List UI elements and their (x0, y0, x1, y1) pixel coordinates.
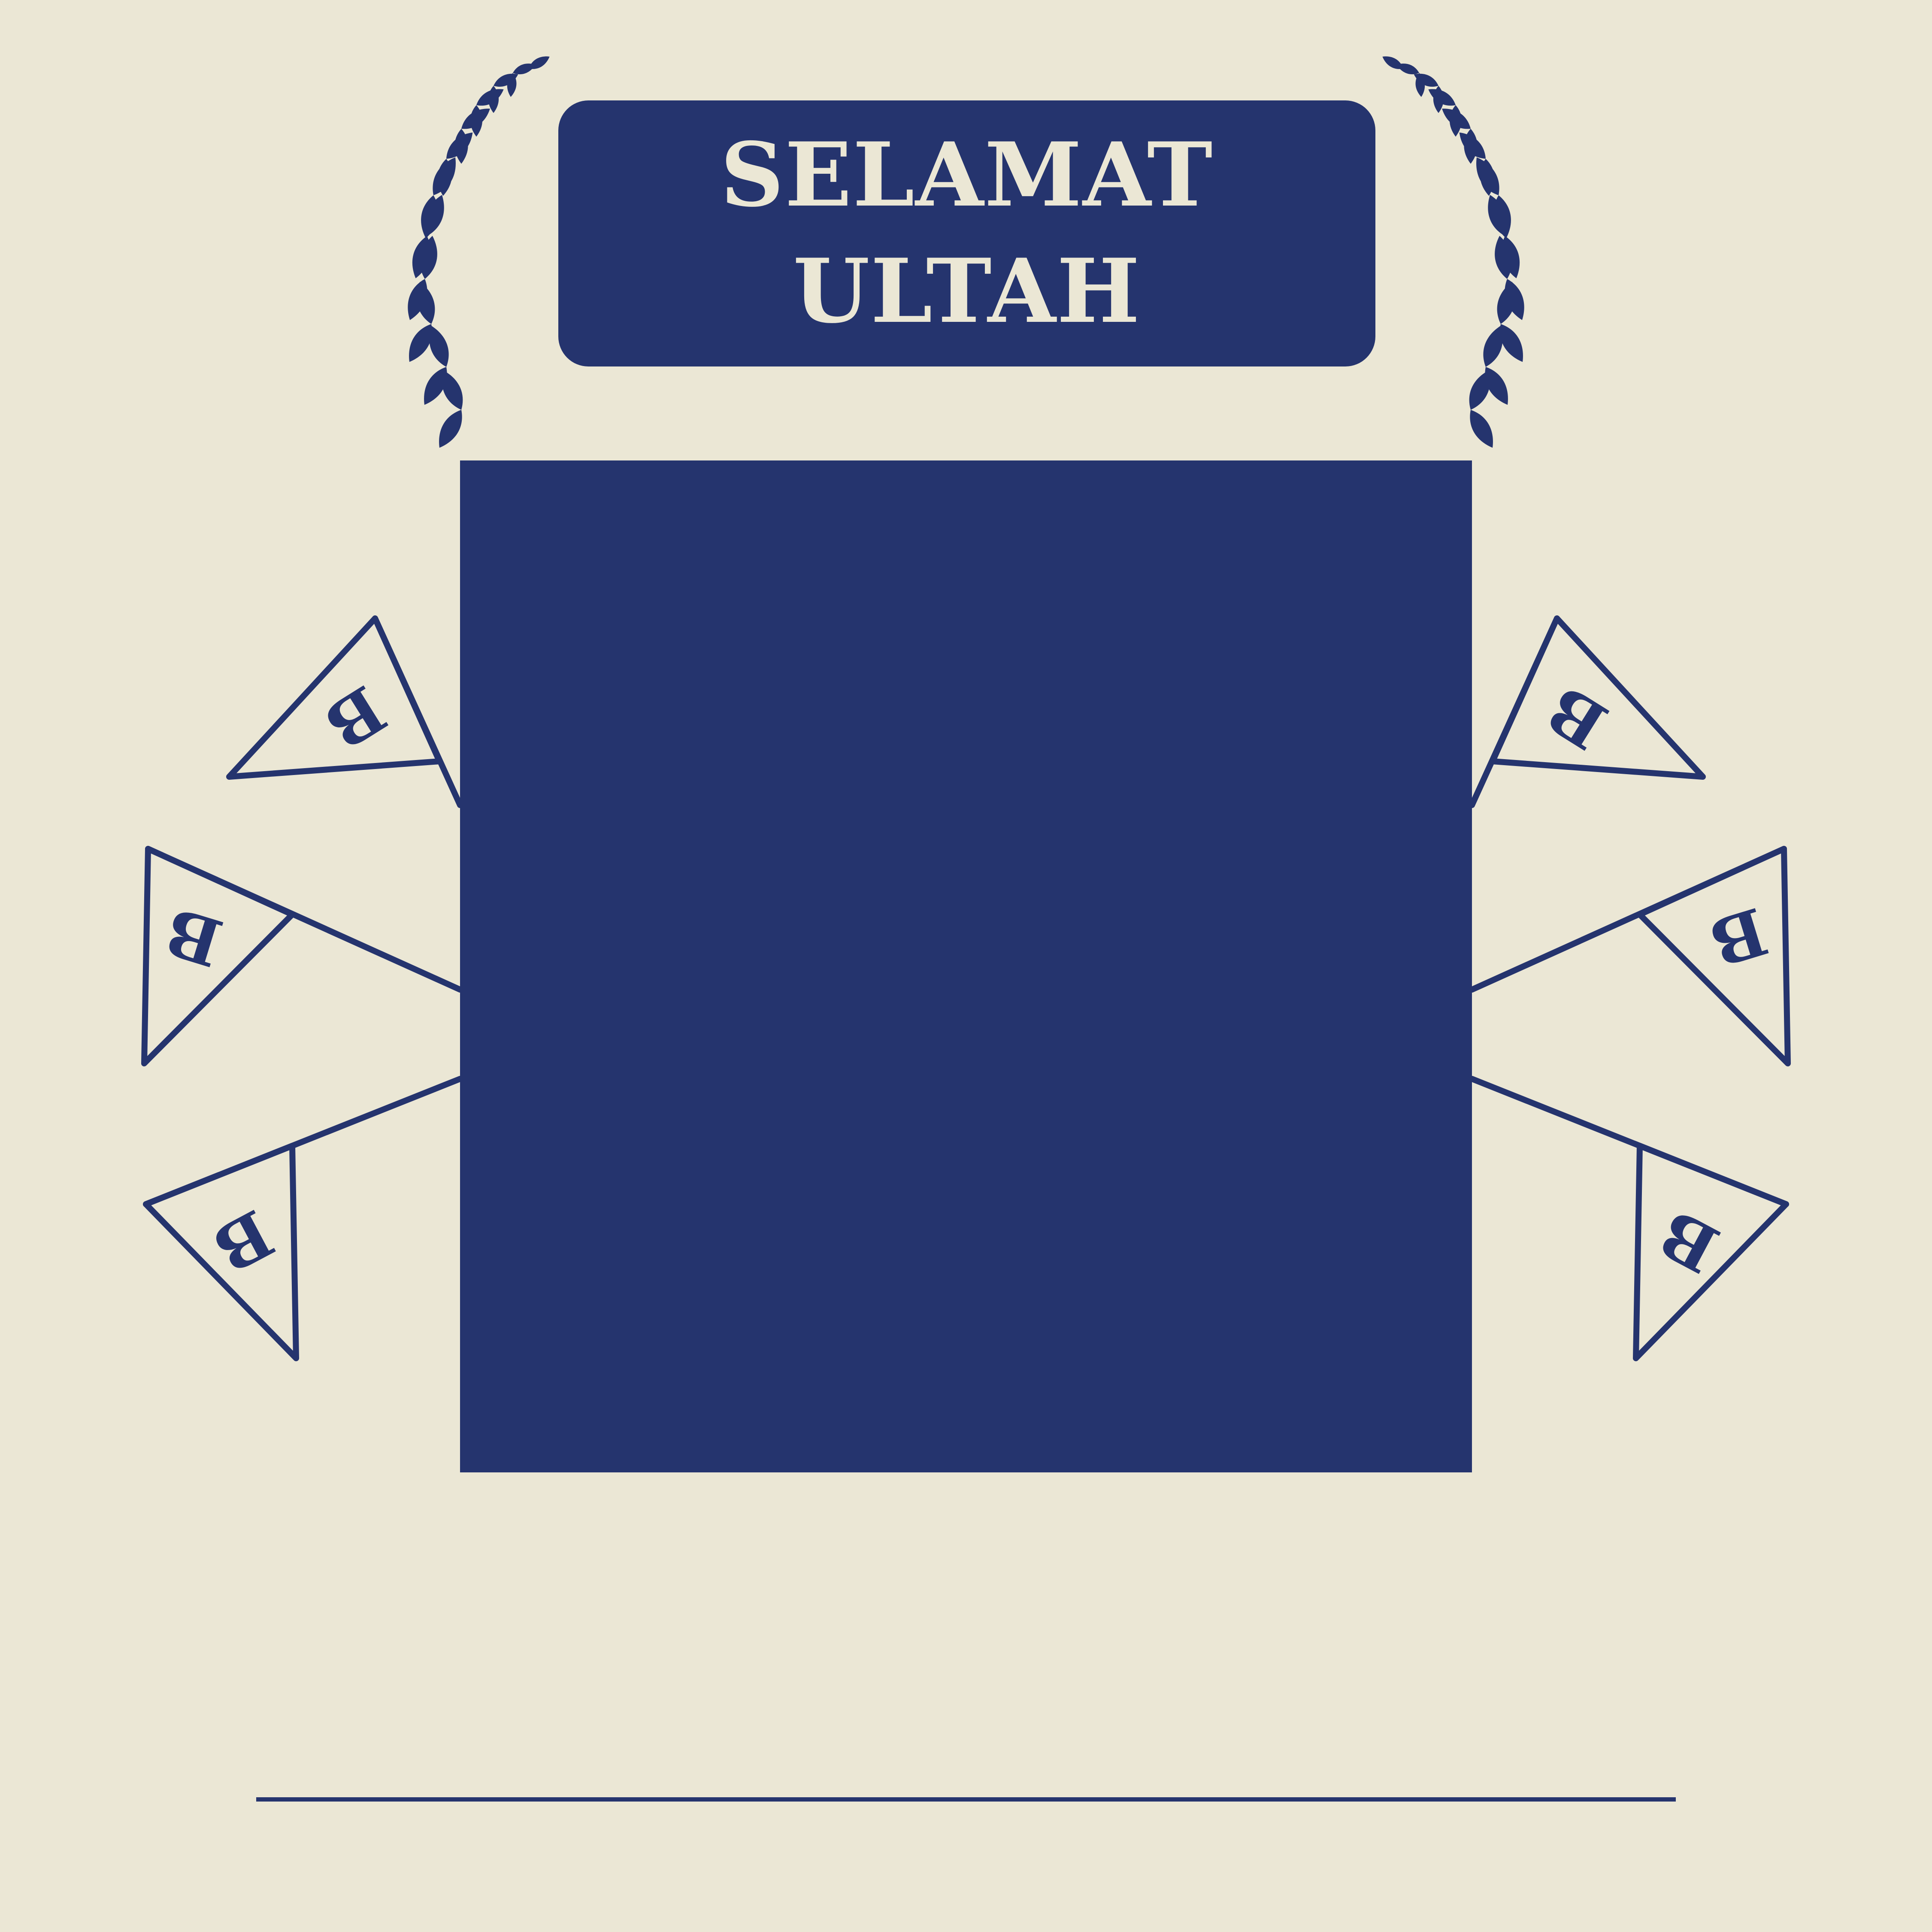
flag-letter: B (1534, 670, 1620, 764)
title-banner (558, 100, 1375, 366)
name-underline (256, 1797, 1676, 1802)
title-line-2: ULTAH (793, 240, 1141, 343)
title-line-1: SELAMAT (720, 124, 1214, 227)
bunting-left (144, 618, 460, 1358)
flag-letter: B (1701, 892, 1776, 981)
photo-frame (460, 460, 1472, 1472)
flag-letter: B (1647, 1195, 1731, 1287)
laurel-left-icon (402, 53, 552, 452)
flag-letter: B (156, 892, 231, 981)
laurel-right-icon (1380, 53, 1530, 452)
flag-letter: B (201, 1195, 285, 1287)
flag-letter: B (312, 670, 398, 764)
bunting-right (1472, 618, 1788, 1358)
